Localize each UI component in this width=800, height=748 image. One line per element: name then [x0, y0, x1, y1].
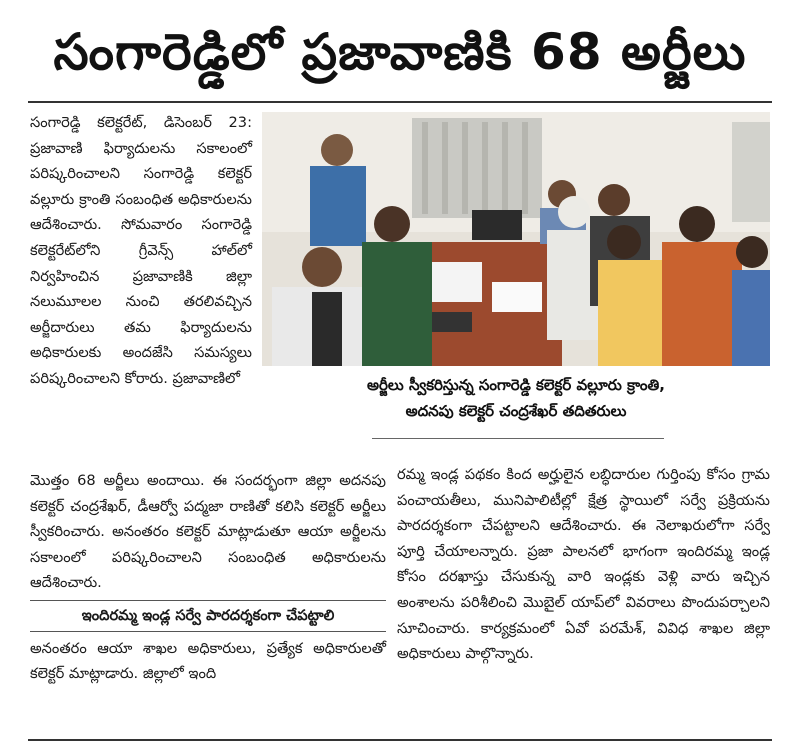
article-column-right — [397, 462, 770, 667]
photo-caption-line-1: అర్జీలు స్వీకరిస్తున్న సంగారెడ్డి కలెక్టర్ వల్లూరు క్రాంతి, — [367, 376, 665, 394]
photo-caption — [262, 372, 770, 424]
caption-underline — [372, 438, 664, 439]
headline-rule — [28, 101, 772, 103]
article-paragraph-1: సంగారెడ్డి కలెక్టరేట్, డిసెంబర్ 23: ప్రజావాణి ఫిర్యాదులను సకాలంలో పరిష్కరించాలని సంగారెడ్డి కలెక్టర్ వల్లూరు క్రాంతి సంబంధిత అధికారులను ఆదేశించారు. సోమవారం సంగారెడ్డి కలెక్టరేట్‌లోని గ్రీవెన్స్ హాల్‌లో నిర్వహించిన ప్రజావాణికి జిల్లా నలుమూలల నుంచి తరలివచ్చిన అర్జీదారులు తమ ఫిర్యాదులను అధికారులకు అందజేసి సమస్యలు పరిష్కరించాలని కోరారు. ప్రజావాణిలో — [30, 114, 252, 387]
article-column-wide — [30, 468, 386, 687]
meeting-photo-illustration — [262, 112, 770, 366]
photo-caption-line-2: అదనపు కలెక్టర్ చంద్రశేఖర్ తదితరులు — [405, 402, 627, 420]
headline: సంగారెడ్డిలో ప్రజావాణికి 68 అర్జీలు — [53, 23, 747, 81]
footer-rule — [28, 739, 772, 741]
article-column-narrow — [30, 110, 252, 392]
news-photo — [262, 112, 770, 366]
article-subheading: ఇందిరమ్మ ఇండ్ల సర్వే పారదర్శకంగా చేపట్టాలి — [30, 600, 386, 632]
article-paragraph-4: రమ్మ ఇండ్ల పథకం కింద అర్హులైన లబ్ధిదారుల గుర్తింపు కోసం గ్రామ పంచాయతీలు, మునిపాలిటీల్లో క్షేత్ర స్థాయిలో సర్వే ప్రక్రియను పారదర్శకంగా చేపట్టాలని ఆదేశించారు. ఈ నెలాఖరులోగా సర్వే పూర్తి చేయాలన్నారు. ప్రజా పాలనలో భాగంగా ఇందిరమ్మ ఇండ్ల కోసం దరఖాస్తు చేసుకున్న వారి ఇండ్లకు వెళ్లి వారు ఇచ్చిన అంశాలను పరిశీలించి మొబైల్ యాప్‌లో వివరాలు పొందుపర్చాలని సూచించారు. కార్యక్రమంలో ఏవో పరమేశ్, వివిధ శాఖల జిల్లా అధికారులు పాల్గొన్నారు. — [397, 466, 770, 663]
article-paragraph-2: మొత్తం 68 అర్జీలు అందాయి. ఈ సందర్భంగా జిల్లా అదనపు కలెక్టర్ చంద్రశేఖర్, డీఆర్వో పద్మజా రాణితో కలిసి కలెక్టర్ అర్జీలు స్వీకరించారు. అనంతరం కలెక్టర్ మాట్లాడుతూ ఆయా అర్జీలను సకాలంలో పరిష్కరించాలని సంబంధిత అధికారులను ఆదేశించారు. — [30, 472, 386, 592]
article-paragraph-3: అనంతరం ఆయా శాఖల అధికారులు, ప్రత్యేక అధికారులతో కలెక్టర్ మాట్లాడారు. జిల్లాలో ఇంది — [30, 639, 386, 683]
